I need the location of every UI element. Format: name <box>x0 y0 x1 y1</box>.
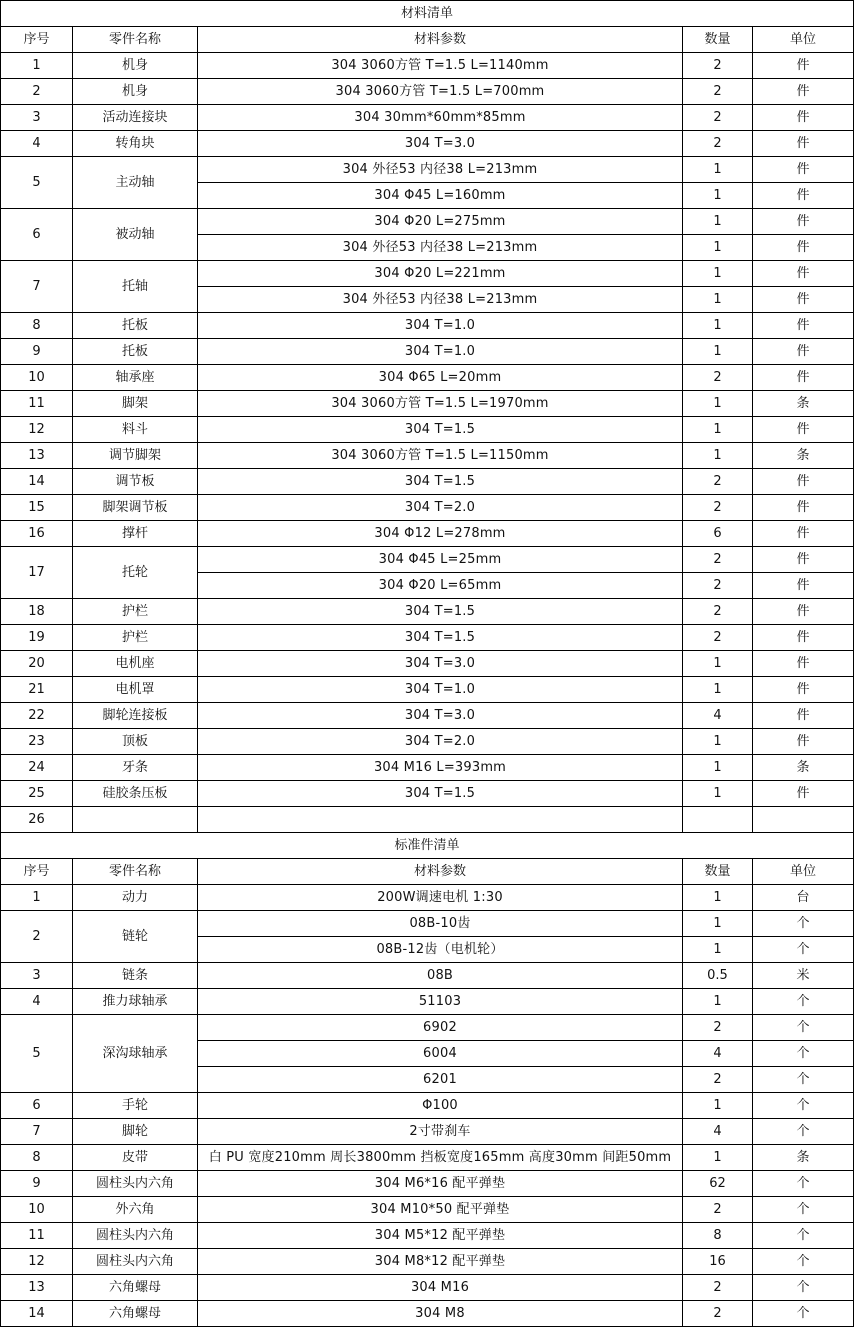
no-cell: 13 <box>1 1275 73 1301</box>
column-header-qty: 数量 <box>683 859 753 885</box>
material-param-cell: 304 T=3.0 <box>198 651 683 677</box>
unit-cell: 件 <box>753 495 854 521</box>
unit-cell: 个 <box>753 937 854 963</box>
material-param-cell: 304 Φ45 L=25mm <box>198 547 683 573</box>
table-row <box>1 703 854 729</box>
material-param-cell: 2寸带刹车 <box>198 1119 683 1145</box>
table-row <box>1 261 854 287</box>
table-row <box>1 105 854 131</box>
part-name-cell: 硅胶条压板 <box>73 781 198 807</box>
table-row <box>1 807 854 833</box>
column-header-no: 序号 <box>1 859 73 885</box>
quantity-cell: 1 <box>683 313 753 339</box>
table-row <box>1 885 854 911</box>
material-param-cell: 304 外径53 内径38 L=213mm <box>198 235 683 261</box>
unit-cell: 个 <box>753 1197 854 1223</box>
unit-cell: 个 <box>753 1223 854 1249</box>
table-row <box>1 1171 854 1197</box>
quantity-cell: 2 <box>683 573 753 599</box>
quantity-cell: 1 <box>683 937 753 963</box>
unit-cell: 件 <box>753 261 854 287</box>
part-name-cell: 圆柱头内六角 <box>73 1249 198 1275</box>
table-row <box>1 963 854 989</box>
part-name-cell: 顶板 <box>73 729 198 755</box>
unit-cell: 件 <box>753 469 854 495</box>
quantity-cell: 1 <box>683 443 753 469</box>
unit-cell: 条 <box>753 391 854 417</box>
quantity-cell: 1 <box>683 989 753 1015</box>
unit-cell: 件 <box>753 651 854 677</box>
part-name-cell: 圆柱头内六角 <box>73 1171 198 1197</box>
unit-cell <box>753 807 854 833</box>
part-name-cell: 转角块 <box>73 131 198 157</box>
column-header-unit: 单位 <box>753 27 854 53</box>
material-param-cell: 304 Φ20 L=275mm <box>198 209 683 235</box>
material-list-title: 材料清单 <box>1 1 854 27</box>
table-row <box>1 677 854 703</box>
unit-cell: 件 <box>753 417 854 443</box>
part-name-cell: 推力球轴承 <box>73 989 198 1015</box>
unit-cell: 个 <box>753 1249 854 1275</box>
quantity-cell: 1 <box>683 391 753 417</box>
part-name-cell: 托板 <box>73 339 198 365</box>
quantity-cell <box>683 807 753 833</box>
no-cell: 8 <box>1 313 73 339</box>
material-param-cell: 304 Φ20 L=221mm <box>198 261 683 287</box>
no-cell: 24 <box>1 755 73 781</box>
material-param-cell: 304 3060方管 T=1.5 L=700mm <box>198 79 683 105</box>
table-row <box>1 1301 854 1327</box>
no-cell: 11 <box>1 391 73 417</box>
table-row <box>1 521 854 547</box>
material-param-cell: 304 M10*50 配平弹垫 <box>198 1197 683 1223</box>
no-cell: 12 <box>1 1249 73 1275</box>
material-param-cell: 200W调速电机 1:30 <box>198 885 683 911</box>
part-name-cell: 脚架调节板 <box>73 495 198 521</box>
material-param-cell: 304 T=1.0 <box>198 339 683 365</box>
no-cell: 18 <box>1 599 73 625</box>
quantity-cell: 2 <box>683 105 753 131</box>
part-name-cell: 调节脚架 <box>73 443 198 469</box>
quantity-cell: 1 <box>683 235 753 261</box>
table-row <box>1 131 854 157</box>
quantity-cell: 4 <box>683 1119 753 1145</box>
table-row <box>1 755 854 781</box>
material-param-cell: 304 T=1.5 <box>198 469 683 495</box>
unit-cell: 个 <box>753 1015 854 1041</box>
unit-cell: 件 <box>753 235 854 261</box>
no-cell: 16 <box>1 521 73 547</box>
table-row <box>1 209 854 235</box>
quantity-cell: 2 <box>683 79 753 105</box>
material-param-cell: 304 3060方管 T=1.5 L=1150mm <box>198 443 683 469</box>
table-row <box>1 79 854 105</box>
no-cell: 5 <box>1 157 73 209</box>
quantity-cell: 1 <box>683 885 753 911</box>
quantity-cell: 1 <box>683 755 753 781</box>
no-cell: 25 <box>1 781 73 807</box>
quantity-cell: 62 <box>683 1171 753 1197</box>
column-header-param: 材料参数 <box>198 859 683 885</box>
table-row <box>1 391 854 417</box>
column-header-name: 零件名称 <box>73 859 198 885</box>
unit-cell: 件 <box>753 79 854 105</box>
material-param-cell: 304 3060方管 T=1.5 L=1140mm <box>198 53 683 79</box>
unit-cell: 件 <box>753 729 854 755</box>
unit-cell: 条 <box>753 443 854 469</box>
quantity-cell: 2 <box>683 1015 753 1041</box>
no-cell: 6 <box>1 1093 73 1119</box>
no-cell: 19 <box>1 625 73 651</box>
no-cell: 10 <box>1 1197 73 1223</box>
material-param-cell: 304 T=1.5 <box>198 417 683 443</box>
quantity-cell: 16 <box>683 1249 753 1275</box>
no-cell: 9 <box>1 339 73 365</box>
no-cell: 26 <box>1 807 73 833</box>
unit-cell: 个 <box>753 1171 854 1197</box>
part-name-cell: 链轮 <box>73 911 198 963</box>
quantity-cell: 1 <box>683 729 753 755</box>
material-param-cell: 304 M5*12 配平弹垫 <box>198 1223 683 1249</box>
quantity-cell: 2 <box>683 625 753 651</box>
material-param-cell: 304 T=3.0 <box>198 703 683 729</box>
unit-cell: 个 <box>753 911 854 937</box>
unit-cell: 件 <box>753 209 854 235</box>
material-param-cell: 08B-10齿 <box>198 911 683 937</box>
no-cell: 4 <box>1 989 73 1015</box>
table-row <box>1 365 854 391</box>
unit-cell: 件 <box>753 677 854 703</box>
part-name-cell: 脚架 <box>73 391 198 417</box>
no-cell: 4 <box>1 131 73 157</box>
material-list-title-row <box>1 1 854 27</box>
table-row <box>1 339 854 365</box>
part-name-cell: 调节板 <box>73 469 198 495</box>
no-cell: 1 <box>1 53 73 79</box>
column-header-no: 序号 <box>1 27 73 53</box>
table-row <box>1 1197 854 1223</box>
part-name-cell: 六角螺母 <box>73 1301 198 1327</box>
no-cell: 12 <box>1 417 73 443</box>
table-row <box>1 1145 854 1171</box>
unit-cell: 个 <box>753 1093 854 1119</box>
quantity-cell: 1 <box>683 911 753 937</box>
material-param-cell: 304 M8*12 配平弹垫 <box>198 1249 683 1275</box>
quantity-cell: 4 <box>683 703 753 729</box>
no-cell: 10 <box>1 365 73 391</box>
unit-cell: 件 <box>753 313 854 339</box>
unit-cell: 件 <box>753 573 854 599</box>
unit-cell: 条 <box>753 1145 854 1171</box>
part-name-cell: 电机罩 <box>73 677 198 703</box>
material-param-cell: 304 M16 <box>198 1275 683 1301</box>
no-cell: 17 <box>1 547 73 599</box>
no-cell: 3 <box>1 105 73 131</box>
part-name-cell: 机身 <box>73 53 198 79</box>
part-name-cell: 机身 <box>73 79 198 105</box>
quantity-cell: 1 <box>683 1145 753 1171</box>
column-header-unit: 单位 <box>753 859 854 885</box>
material-param-cell: Φ100 <box>198 1093 683 1119</box>
no-cell: 23 <box>1 729 73 755</box>
part-name-cell: 脚轮 <box>73 1119 198 1145</box>
material-param-cell: 304 外径53 内径38 L=213mm <box>198 157 683 183</box>
part-name-cell: 托轮 <box>73 547 198 599</box>
part-name-cell: 皮带 <box>73 1145 198 1171</box>
table-row <box>1 911 854 937</box>
material-param-cell: 白 PU 宽度210mm 周长3800mm 挡板宽度165mm 高度30mm 间距50mm <box>198 1145 683 1171</box>
table-row <box>1 1275 854 1301</box>
material-param-cell: 51103 <box>198 989 683 1015</box>
table-row <box>1 599 854 625</box>
part-name-cell: 链条 <box>73 963 198 989</box>
material-param-cell: 304 外径53 内径38 L=213mm <box>198 287 683 313</box>
no-cell: 5 <box>1 1015 73 1093</box>
material-param-cell <box>198 807 683 833</box>
table-row <box>1 1223 854 1249</box>
column-header-row <box>1 859 854 885</box>
table-row <box>1 313 854 339</box>
material-param-cell: 304 T=1.0 <box>198 313 683 339</box>
unit-cell: 件 <box>753 781 854 807</box>
quantity-cell: 0.5 <box>683 963 753 989</box>
quantity-cell: 2 <box>683 495 753 521</box>
no-cell: 7 <box>1 1119 73 1145</box>
quantity-cell: 1 <box>683 781 753 807</box>
material-param-cell: 6902 <box>198 1015 683 1041</box>
unit-cell: 件 <box>753 105 854 131</box>
quantity-cell: 2 <box>683 599 753 625</box>
unit-cell: 件 <box>753 53 854 79</box>
material-param-cell: 304 30mm*60mm*85mm <box>198 105 683 131</box>
table-row <box>1 1015 854 1041</box>
part-name-cell: 护栏 <box>73 599 198 625</box>
part-name-cell: 撑杆 <box>73 521 198 547</box>
part-name-cell: 护栏 <box>73 625 198 651</box>
quantity-cell: 2 <box>683 1275 753 1301</box>
no-cell: 21 <box>1 677 73 703</box>
bom-sheet-body <box>1 1 854 1327</box>
no-cell: 6 <box>1 209 73 261</box>
unit-cell: 件 <box>753 365 854 391</box>
part-name-cell: 电机座 <box>73 651 198 677</box>
part-name-cell: 动力 <box>73 885 198 911</box>
no-cell: 13 <box>1 443 73 469</box>
material-param-cell: 304 T=3.0 <box>198 131 683 157</box>
no-cell: 2 <box>1 79 73 105</box>
part-name-cell: 被动轴 <box>73 209 198 261</box>
column-header-row <box>1 27 854 53</box>
quantity-cell: 1 <box>683 209 753 235</box>
table-row <box>1 53 854 79</box>
quantity-cell: 2 <box>683 547 753 573</box>
column-header-qty: 数量 <box>683 27 753 53</box>
no-cell: 20 <box>1 651 73 677</box>
part-name-cell: 圆柱头内六角 <box>73 1223 198 1249</box>
part-name-cell: 轴承座 <box>73 365 198 391</box>
no-cell: 1 <box>1 885 73 911</box>
part-name-cell: 主动轴 <box>73 157 198 209</box>
unit-cell: 件 <box>753 131 854 157</box>
quantity-cell: 2 <box>683 469 753 495</box>
material-param-cell: 6004 <box>198 1041 683 1067</box>
unit-cell: 条 <box>753 755 854 781</box>
unit-cell: 个 <box>753 1275 854 1301</box>
unit-cell: 件 <box>753 547 854 573</box>
material-param-cell: 304 T=2.0 <box>198 729 683 755</box>
quantity-cell: 1 <box>683 417 753 443</box>
material-param-cell: 304 T=1.5 <box>198 781 683 807</box>
quantity-cell: 8 <box>683 1223 753 1249</box>
table-row <box>1 729 854 755</box>
part-name-cell: 牙条 <box>73 755 198 781</box>
material-param-cell: 304 M8 <box>198 1301 683 1327</box>
part-name-cell: 脚轮连接板 <box>73 703 198 729</box>
quantity-cell: 2 <box>683 1067 753 1093</box>
no-cell: 3 <box>1 963 73 989</box>
no-cell: 15 <box>1 495 73 521</box>
quantity-cell: 6 <box>683 521 753 547</box>
unit-cell: 件 <box>753 599 854 625</box>
quantity-cell: 1 <box>683 1093 753 1119</box>
table-row <box>1 625 854 651</box>
part-name-cell: 外六角 <box>73 1197 198 1223</box>
unit-cell: 米 <box>753 963 854 989</box>
material-param-cell: 304 3060方管 T=1.5 L=1970mm <box>198 391 683 417</box>
quantity-cell: 1 <box>683 183 753 209</box>
quantity-cell: 2 <box>683 365 753 391</box>
quantity-cell: 1 <box>683 157 753 183</box>
unit-cell: 件 <box>753 703 854 729</box>
table-row <box>1 1249 854 1275</box>
quantity-cell: 1 <box>683 339 753 365</box>
no-cell: 22 <box>1 703 73 729</box>
standard-parts-list-title-row <box>1 833 854 859</box>
table-row <box>1 157 854 183</box>
standard-parts-list-title: 标准件清单 <box>1 833 854 859</box>
unit-cell: 件 <box>753 157 854 183</box>
unit-cell: 个 <box>753 989 854 1015</box>
part-name-cell: 六角螺母 <box>73 1275 198 1301</box>
table-row <box>1 781 854 807</box>
table-row <box>1 1093 854 1119</box>
unit-cell: 件 <box>753 625 854 651</box>
part-name-cell: 深沟球轴承 <box>73 1015 198 1093</box>
material-param-cell: 304 T=1.5 <box>198 599 683 625</box>
column-header-name: 零件名称 <box>73 27 198 53</box>
material-param-cell: 08B <box>198 963 683 989</box>
table-row <box>1 547 854 573</box>
column-header-param: 材料参数 <box>198 27 683 53</box>
material-param-cell: 304 T=1.0 <box>198 677 683 703</box>
no-cell: 14 <box>1 469 73 495</box>
quantity-cell: 2 <box>683 53 753 79</box>
part-name-cell: 手轮 <box>73 1093 198 1119</box>
part-name-cell: 托轴 <box>73 261 198 313</box>
quantity-cell: 1 <box>683 287 753 313</box>
unit-cell: 件 <box>753 521 854 547</box>
quantity-cell: 2 <box>683 1197 753 1223</box>
material-param-cell: 304 M6*16 配平弹垫 <box>198 1171 683 1197</box>
no-cell: 7 <box>1 261 73 313</box>
material-param-cell: 08B-12齿（电机轮） <box>198 937 683 963</box>
no-cell: 9 <box>1 1171 73 1197</box>
unit-cell: 个 <box>753 1301 854 1327</box>
part-name-cell: 托板 <box>73 313 198 339</box>
unit-cell: 件 <box>753 339 854 365</box>
unit-cell: 台 <box>753 885 854 911</box>
part-name-cell <box>73 807 198 833</box>
unit-cell: 个 <box>753 1067 854 1093</box>
table-row <box>1 443 854 469</box>
table-row <box>1 1119 854 1145</box>
material-param-cell: 304 Φ65 L=20mm <box>198 365 683 391</box>
unit-cell: 件 <box>753 183 854 209</box>
no-cell: 11 <box>1 1223 73 1249</box>
unit-cell: 个 <box>753 1119 854 1145</box>
table-row <box>1 651 854 677</box>
material-param-cell: 304 T=2.0 <box>198 495 683 521</box>
quantity-cell: 1 <box>683 677 753 703</box>
table-row <box>1 417 854 443</box>
quantity-cell: 1 <box>683 261 753 287</box>
table-row <box>1 469 854 495</box>
quantity-cell: 2 <box>683 131 753 157</box>
material-param-cell: 304 T=1.5 <box>198 625 683 651</box>
material-param-cell: 304 M16 L=393mm <box>198 755 683 781</box>
no-cell: 2 <box>1 911 73 963</box>
quantity-cell: 1 <box>683 651 753 677</box>
part-name-cell: 活动连接块 <box>73 105 198 131</box>
material-param-cell: 304 Φ45 L=160mm <box>198 183 683 209</box>
no-cell: 8 <box>1 1145 73 1171</box>
unit-cell: 件 <box>753 287 854 313</box>
no-cell: 14 <box>1 1301 73 1327</box>
table-row <box>1 495 854 521</box>
table-row <box>1 989 854 1015</box>
material-param-cell: 6201 <box>198 1067 683 1093</box>
quantity-cell: 4 <box>683 1041 753 1067</box>
unit-cell: 个 <box>753 1041 854 1067</box>
part-name-cell: 料斗 <box>73 417 198 443</box>
quantity-cell: 2 <box>683 1301 753 1327</box>
material-param-cell: 304 Φ12 L=278mm <box>198 521 683 547</box>
material-param-cell: 304 Φ20 L=65mm <box>198 573 683 599</box>
